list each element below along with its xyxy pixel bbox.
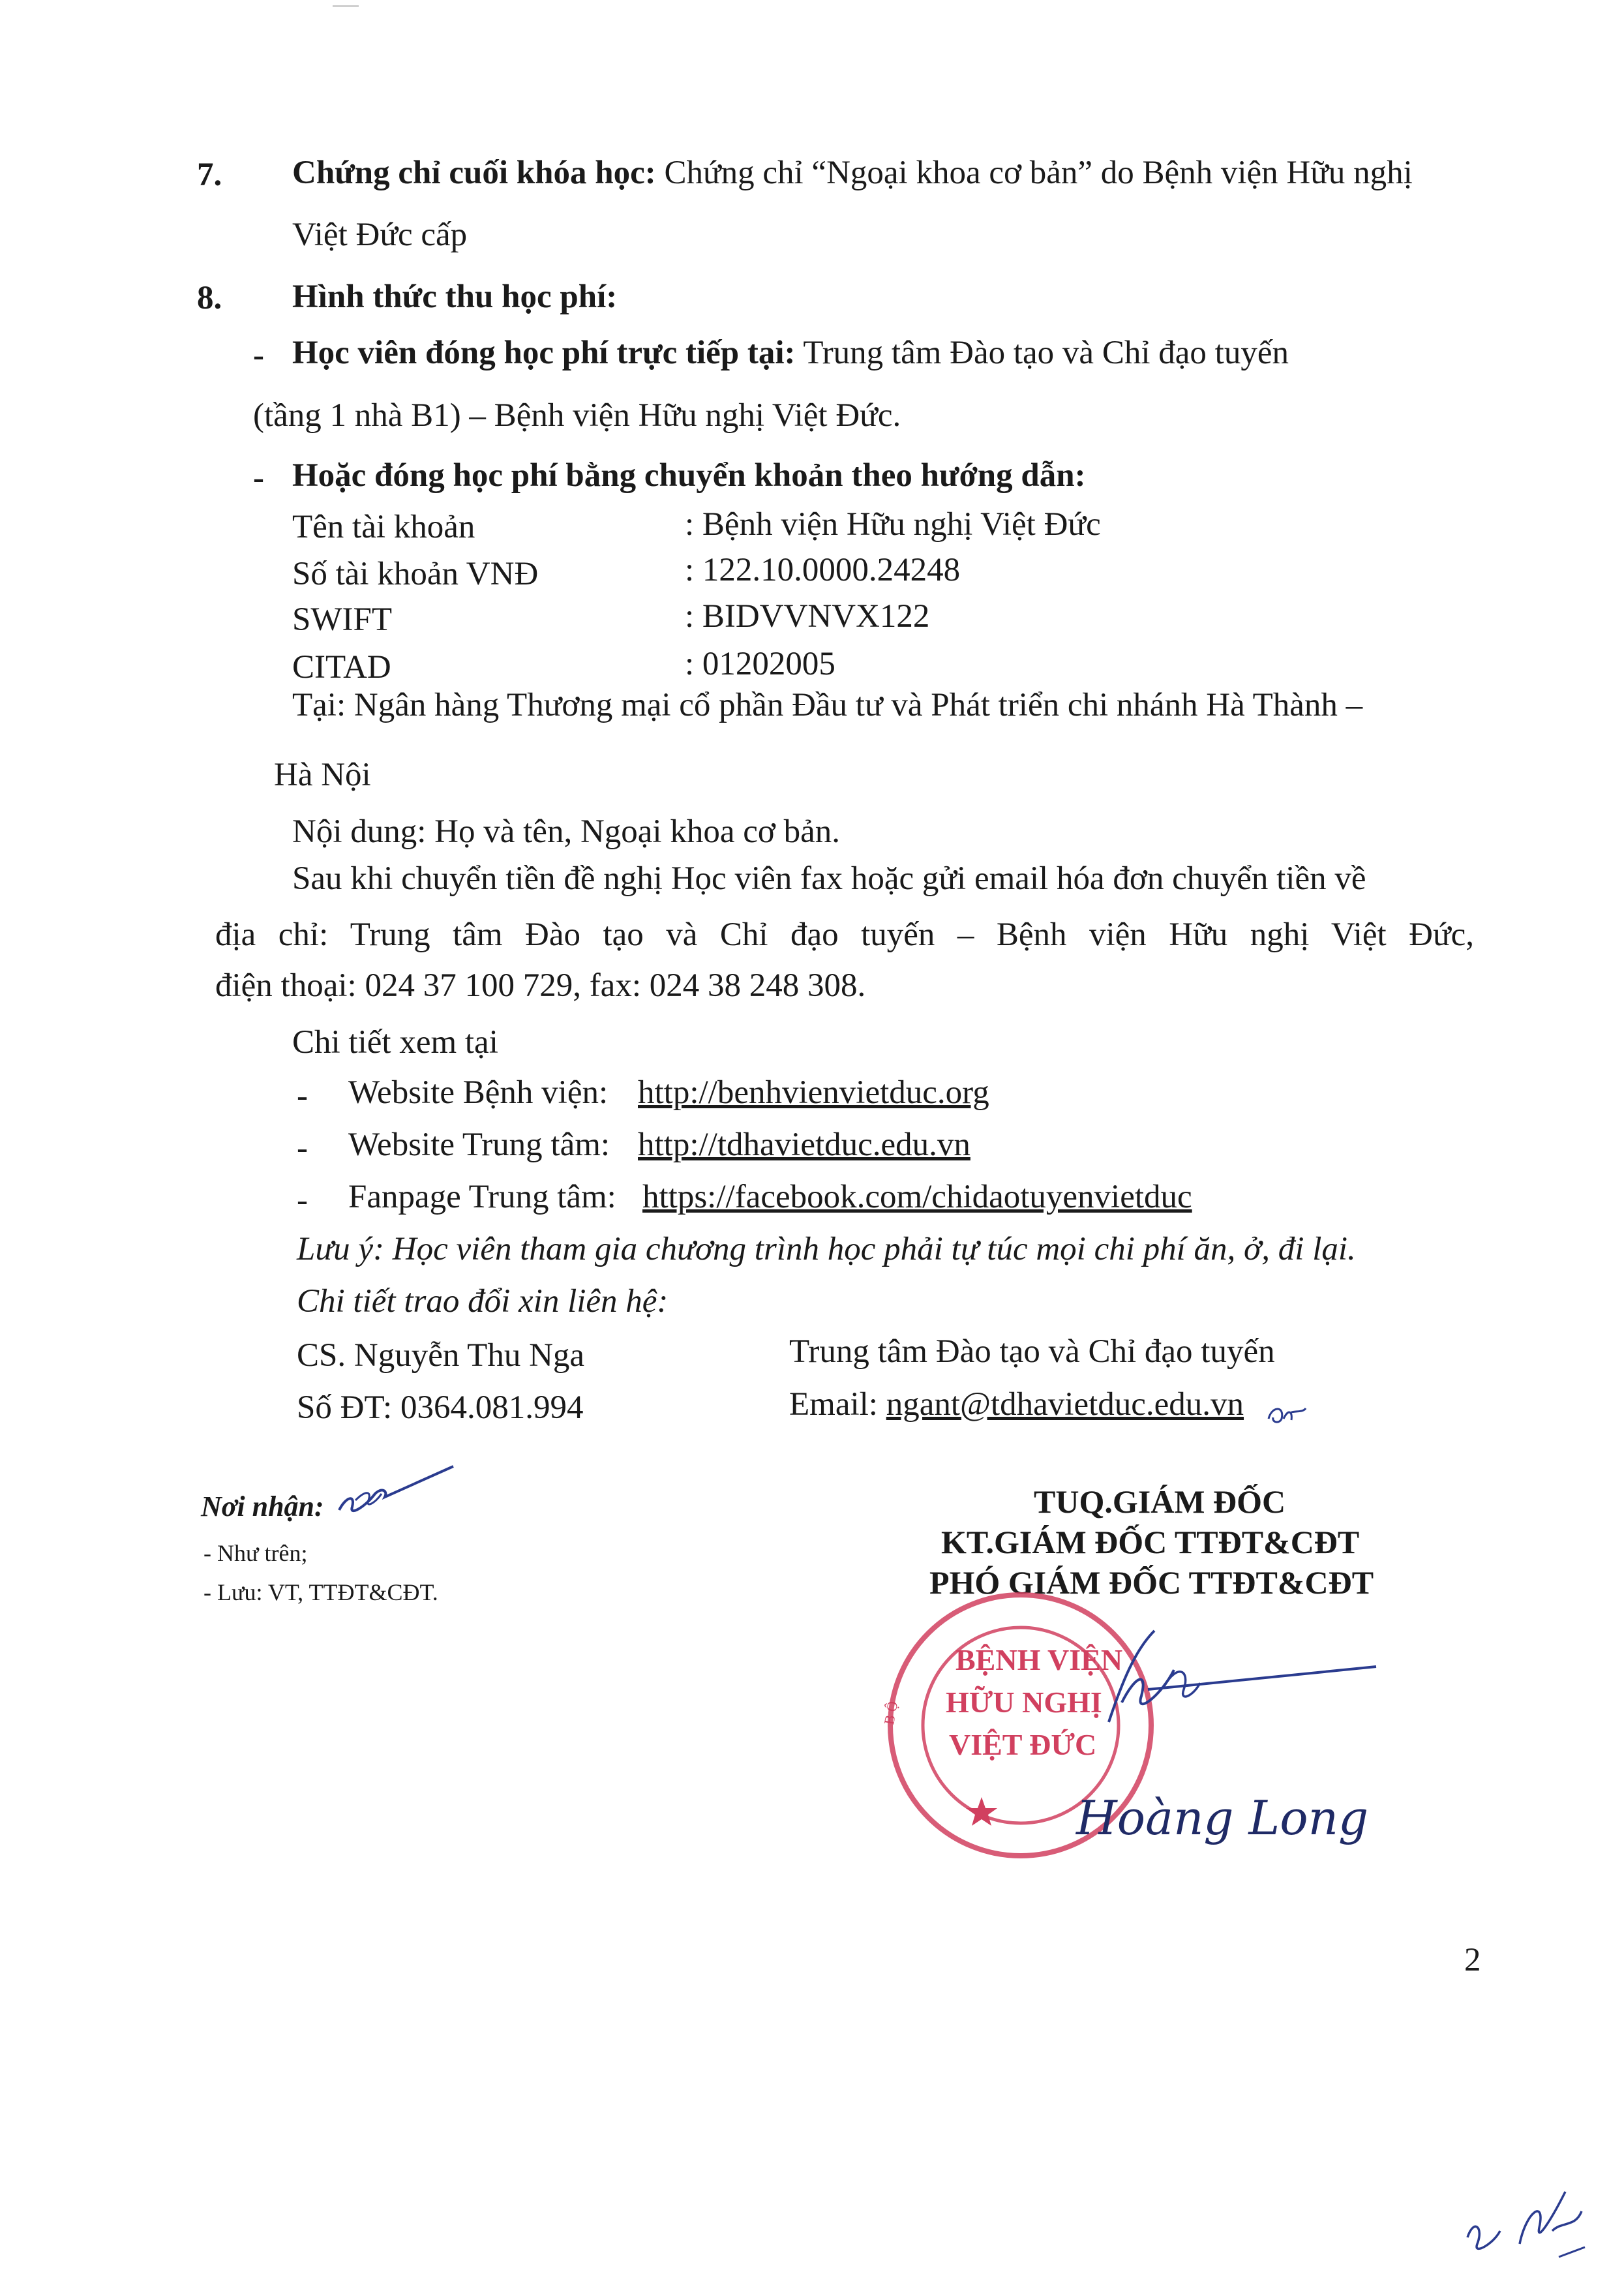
initial-mark xyxy=(1265,1399,1311,1429)
scan-mark xyxy=(333,5,359,7)
bullet-1-line xyxy=(292,337,1289,370)
bank-label-1: Số tài khoản VNĐ xyxy=(292,556,539,592)
note-line-1: Lưu ý: Học viên tham gia chương trình học phải tự túc mọi chi phí ăn, ở, đi lại. xyxy=(297,1231,1356,1267)
bank-at-line-2: Hà Nội xyxy=(274,757,371,793)
item-8-number: 8. xyxy=(197,280,222,316)
contact-name: CS. Nguyễn Thu Nga xyxy=(297,1337,585,1374)
bullet-2-heading: Hoặc đóng học phí bằng chuyển khoản theo hướng dẫn: xyxy=(292,457,1086,494)
stamp-line-3: VIỆT ĐỨC xyxy=(949,1728,1097,1761)
contact-email-label: Email: xyxy=(789,1386,878,1423)
bank-value-1: : 122.10.0000.24248 xyxy=(685,552,961,588)
hospital-website-link[interactable]: http://benhvienvietduc.org xyxy=(638,1074,989,1111)
item-7-line xyxy=(292,157,1413,190)
contact-phone: Số ĐT: 0364.081.994 xyxy=(297,1389,584,1426)
after-transfer-line-2: địa chỉ: Trung tâm Đào tạo và Chỉ đạo tuyến – Bệnh viện Hữu nghị Việt Đức, xyxy=(215,916,1474,953)
bullet-1-dash: - xyxy=(253,337,264,374)
bottom-initials xyxy=(1454,2166,1598,2270)
link-dash-1: - xyxy=(297,1130,308,1166)
recipient-item-0: - Như trên; xyxy=(203,1540,308,1566)
bullet-1-heading: Học viên đóng học phí trực tiếp tại: xyxy=(292,335,796,371)
bank-at-line-1: Tại: Ngân hàng Thương mại cổ phần Đầu tư và Phát triển chi nhánh Hà Thành – xyxy=(292,687,1363,723)
handwritten-signature xyxy=(1070,1624,1409,1742)
bullet-2-dash: - xyxy=(253,460,264,496)
recipients-title: Nơi nhận: xyxy=(201,1491,324,1522)
page-number: 2 xyxy=(1464,1942,1481,1978)
bank-value-2: : BIDVVNVX122 xyxy=(685,598,930,635)
bank-label-0: Tên tài khoản xyxy=(292,509,475,545)
fanpage-link[interactable]: https://facebook.com/chidaotuyenvietduc xyxy=(642,1179,1192,1215)
signature-line-1: TUQ.GIÁM ĐỐC xyxy=(1034,1483,1286,1520)
item-8-heading: Hình thức thu học phí: xyxy=(292,279,618,315)
bank-label-3: CITAD xyxy=(292,649,391,686)
bullet-1-text: Trung tâm Đào tạo và Chỉ đạo tuyến xyxy=(803,335,1289,371)
bank-label-2: SWIFT xyxy=(292,601,392,638)
link-label-1: Website Trung tâm: xyxy=(348,1127,610,1163)
signer-name: Hoàng Long xyxy=(1076,1791,1369,1845)
item-7-text: Chứng chỉ “Ngoại khoa cơ bản” do Bệnh viện Hữu nghị xyxy=(664,155,1413,191)
link-dash-0: - xyxy=(297,1078,308,1114)
item-7-heading: Chứng chỉ cuối khóa học: xyxy=(292,155,656,191)
contact-org: Trung tâm Đào tạo và Chỉ đạo tuyến xyxy=(789,1333,1275,1370)
stamp-line-1: BỆNH VIỆN xyxy=(955,1643,1123,1676)
signature-line-3: PHÓ GIÁM ĐỐC TTĐT&CĐT xyxy=(929,1564,1374,1601)
contact-email-link[interactable]: ngant@tdhavietduc.edu.vn xyxy=(886,1386,1244,1423)
after-transfer-line-3: điện thoại: 024 37 100 729, fax: 024 38 248 308. xyxy=(215,967,866,1004)
bank-value-3: : 01202005 xyxy=(685,646,835,682)
link-dash-2: - xyxy=(297,1182,308,1218)
note-line-2: Chi tiết trao đổi xin liên hệ: xyxy=(297,1283,669,1320)
stamp-line-2: HỮU NGHỊ xyxy=(946,1686,1102,1719)
signature-line-2: KT.GIÁM ĐỐC TTĐT&CĐT xyxy=(941,1524,1360,1560)
recipients-signature xyxy=(329,1461,460,1526)
item-7-number: 7. xyxy=(197,157,222,193)
link-label-0: Website Bệnh viện: xyxy=(348,1074,609,1111)
contact-email-line xyxy=(789,1388,1244,1421)
item-7-text-cont: Việt Đức cấp xyxy=(292,217,468,253)
svg-text:B Ộ: B Ộ xyxy=(880,1700,901,1726)
bullet-1-cont: (tầng 1 nhà B1) – Bệnh viện Hữu nghị Việt Đức. xyxy=(253,397,901,434)
after-transfer-line-1: Sau khi chuyển tiền đề nghị Học viên fax hoặc gửi email hóa đơn chuyển tiền về xyxy=(292,860,1366,897)
transfer-content: Nội dung: Họ và tên, Ngoại khoa cơ bản. xyxy=(292,813,840,850)
bank-value-0: : Bệnh viện Hữu nghị Việt Đức xyxy=(685,506,1101,543)
center-website-link[interactable]: http://tdhavietduc.edu.vn xyxy=(638,1127,970,1163)
link-label-2: Fanpage Trung tâm: xyxy=(348,1179,616,1215)
recipient-item-1: - Lưu: VT, TTĐT&CĐT. xyxy=(203,1579,438,1605)
details-intro: Chi tiết xem tại xyxy=(292,1024,498,1061)
